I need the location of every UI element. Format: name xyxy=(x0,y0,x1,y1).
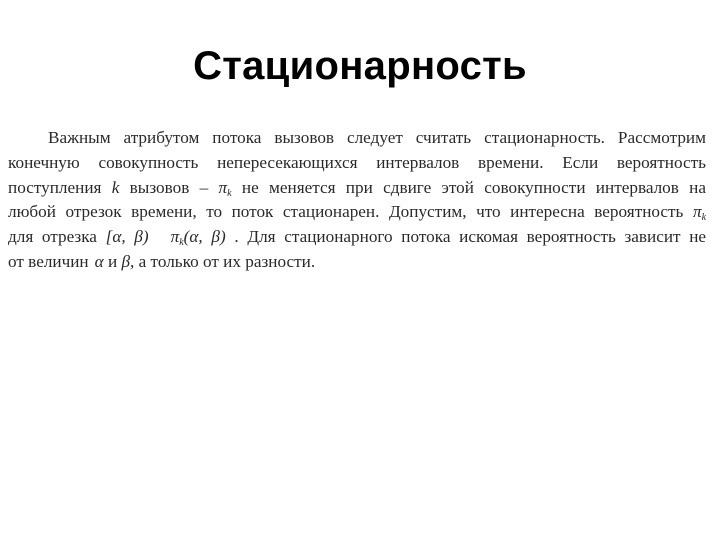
math-subscript: k xyxy=(227,187,232,199)
text-fragment: поступления xyxy=(8,177,102,197)
text-fragment: любой отрезок времени, то поток стационарен. Допустим, что интересна вероятность xyxy=(8,202,684,222)
body-paragraph xyxy=(8,126,706,275)
math-pi: π xyxy=(692,202,702,222)
text-fragment: , а только от их разности. xyxy=(130,251,316,271)
text-fragment: и xyxy=(107,251,118,271)
text-fragment: не меняется при сдвиге этой совокупности интервалов на xyxy=(241,177,707,197)
text-line-3 xyxy=(8,176,706,201)
math-interval: [α, β) xyxy=(105,227,149,247)
text-line-6 xyxy=(8,250,706,275)
text-line-2: конечную совокупность непересекающихся интервалов времени. Если вероятность xyxy=(8,152,706,172)
text-fragment: . Для стационарного потока искомая вероятность зависит не xyxy=(234,227,707,247)
text-line-4 xyxy=(8,200,706,225)
math-pi-k-args xyxy=(170,227,226,249)
text-fragment: для отрезка xyxy=(8,227,97,247)
math-subscript: k xyxy=(179,237,184,249)
text-fragment: от величин xyxy=(8,251,89,271)
math-beta: β xyxy=(121,251,131,271)
math-k: k xyxy=(111,177,120,197)
math-alpha: α xyxy=(94,251,104,271)
math-pi: π xyxy=(170,227,180,247)
math-pi-k xyxy=(219,178,232,197)
math-subscript: k xyxy=(701,212,707,224)
math-pi: π xyxy=(218,177,228,197)
text-line-5 xyxy=(8,225,706,250)
math-pi-k xyxy=(692,202,707,224)
slide-title: Стационарность xyxy=(193,44,527,88)
math-args: (α, β) xyxy=(183,227,226,247)
text-fragment: вызовов – xyxy=(129,177,209,197)
text-line-1: Важным атрибутом потока вызовов следует считать стационарность. Рассмотрим xyxy=(48,128,706,147)
